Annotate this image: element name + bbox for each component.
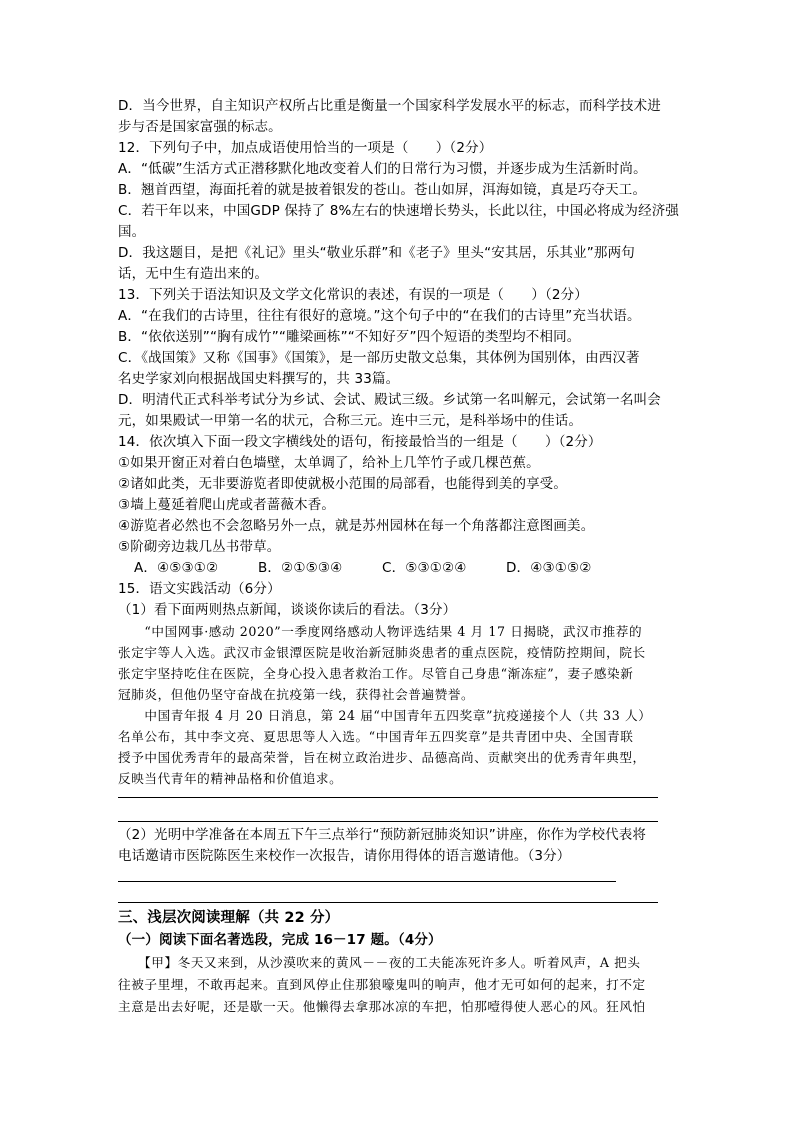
q14-sentence-3: ③墙上蔓延着爬山虎或者蔷薇木香。 (118, 497, 336, 513)
q14-options (134, 558, 591, 579)
q15-part-2-prompt-line2: 电话邀请市医院陈医生来校作一次报告，请你用得体的语言邀请他。（3分） (118, 848, 571, 864)
q14-option-d: D．④③①⑤② (506, 560, 592, 576)
q12-option-c-line2: 国。 (118, 224, 146, 240)
excerpt-jia-line2: 往被子里埋，不敢再起来。直到风停止住那狼嚎鬼叫的响声，他才无可如何的起来，打不定 (118, 977, 646, 992)
q13-option-b: B．“依依送别”“胸有成竹”“雕梁画栋”“不知好歹”四个短语的类型均不相同。 (118, 329, 581, 345)
news-2-line4: 反映当代青年的精神品格和价值追求。 (118, 771, 343, 786)
q13-option-c-line1: C．《战国策》又称《国事》《国策》，是一部历史散文总集，其体例为国别体，由西汉著 (118, 350, 640, 366)
reading-part-1-heading: （一）阅读下面名著选段，完成 16－17 题。（4分） (118, 932, 442, 948)
q14-sentence-2: ②诸如此类，无非要游览者即使就极小范围的局部看，也能得到美的享受。 (118, 476, 568, 492)
q15-part-2-prompt-line1: （2）光明中学准备在本周五下午三点举行“预防新冠肺炎知识”讲座，你作为学校代表将 (118, 827, 647, 843)
news-2-line3: 授予中国优秀青年的最高荣誉，旨在树立政治进步、品德高尚、贡献突出的优秀青年典型， (118, 750, 646, 765)
q13-option-a: A．“在我们的古诗里，往往有很好的意境。”这个句子中的“在我们的古诗里”充当状语。 (118, 308, 641, 324)
news-1-line2: 张定宇等人入选。武汉市金银潭医院是收治新冠肺炎患者的重点医院，疫情防控期间，院长 (118, 645, 646, 660)
question-13-stem: 13．下列关于语法知识及文学文化常识的表述，有误的一项是（ ）（2分） (118, 287, 588, 303)
q12-option-d-line2: 话，无中生有造出来的。 (118, 266, 269, 282)
excerpt-jia-line1: 【甲】冬天又来到，从沙漠吹来的黄风－－夜的工夫能冻死许多人。听着风声，A 把头 (118, 955, 641, 970)
q15-part-1-prompt: （1）看下面两则热点新闻，谈谈你读后的看法。（3分） (118, 602, 457, 618)
q14-option-c: C．⑤③①②④ (382, 560, 467, 576)
news-2-line2: 名单公布，其中李文亮、夏思思等人入选。“中国青年五四奖章”是共青团中央、全国青联 (118, 729, 634, 744)
q12-option-d-line1: D．我这题目，是把《礼记》里头“敬业乐群”和《老子》里头“安其居，乐其业”那两句 (118, 245, 635, 261)
q13-option-c-line2: 名史学家刘向根据战国史料撰写的，共 33篇。 (118, 371, 400, 387)
question-14-stem: 14．依次填入下面一段文字横线处的语句，衔接最恰当的一组是（ ）（2分） (118, 434, 602, 450)
q11-option-d-line1: D．当今世界，自主知识产权所占比重是衡量一个国家科学发展水平的标志，而科学技术进 (118, 98, 661, 114)
q14-option-b: B．②①⑤③④ (258, 560, 343, 576)
news-1-line4: 冠肺炎，但他仍坚守奋战在抗疫第一线，获得社会普遍赞誉。 (118, 687, 475, 702)
answer-line-4[interactable] (118, 902, 658, 903)
q14-option-a: A．④⑤③①② (134, 560, 219, 576)
q13-option-d-line2: 元，如果殿试一甲第一名的状元，合称三元。连中三元，是科举场中的佳话。 (118, 413, 583, 429)
q14-sentence-1: ①如果开窗正对着白色墙壁，太单调了，给补上几竿竹子或几棵芭蕉。 (118, 455, 540, 471)
news-1-line1: “中国网事·感动 2020”一季度网络感动人物评选结果 4 月 17 日揭晓，武汉市推荐的 (118, 624, 643, 639)
excerpt-jia-line3: 主意是出去好呢，还是歇一天。他懒得去拿那冰凉的车把，怕那噎得使人恶心的风。狂风怕 (118, 999, 646, 1014)
news-1-line3: 张定宇坚持吃住在医院，全身心投入患者救治工作。尽管自己身患“渐冻症”，妻子感染新 (118, 666, 634, 681)
news-2-line1: 中国青年报 4 月 20 日消息，第 24 届“中国青年五四奖章”抗疫递接个人（共 33 人） (118, 708, 652, 723)
q14-sentence-5: ⑤阶砌旁边栽几丛书带草。 (118, 539, 281, 555)
answer-line-2[interactable] (118, 821, 658, 822)
q11-option-d-line2: 步与否是国家富强的标志。 (118, 119, 282, 135)
question-15-stem: 15．语文实践活动（6分） (118, 581, 281, 597)
section-3-heading: 三、浅层次阅读理解（共 22 分） (118, 910, 340, 926)
question-12-stem: 12．下列句子中，加点成语使用恰当的一项是（ ）（2分） (118, 140, 493, 156)
answer-line-1[interactable] (118, 797, 658, 798)
q13-option-d-line1: D．明清代正式科举考试分为乡试、会试、殿试三级。乡试第一名叫解元，会试第一名叫会 (118, 392, 661, 408)
q12-option-a: A．“低碳”生活方式正潜移默化地改变着人们的日常行为习惯，并逐步成为生活新时尚。 (118, 161, 647, 177)
answer-line-3[interactable] (118, 881, 616, 882)
q14-sentence-4: ④游览者必然也不会忽略另外一点，就是苏州园林在每一个角落都注意图画美。 (118, 518, 595, 534)
q12-option-b: B．翘首西望，海面托着的就是披着银发的苍山。苍山如屏，洱海如镜，真是巧夺天工。 (118, 182, 647, 198)
q12-option-c-line1: C．若干年以来，中国GDP 保持了 8%左右的快速增长势头，长此以往，中国必将成为经济强 (118, 203, 680, 219)
